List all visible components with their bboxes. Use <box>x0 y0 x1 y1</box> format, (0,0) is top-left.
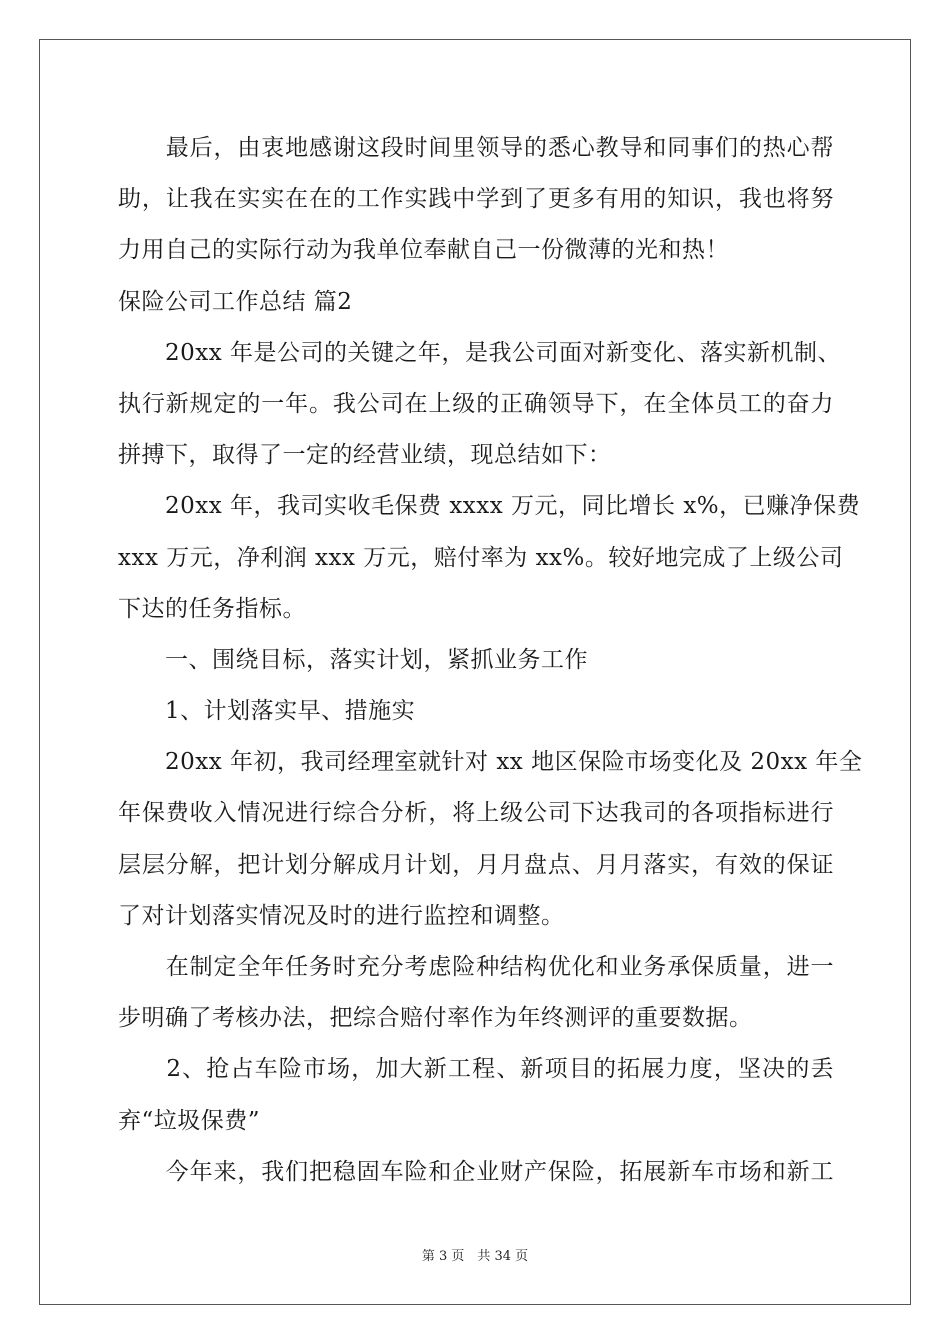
subheading: 1、计划落实早、措施实 <box>118 698 416 725</box>
text-line: 20xx 年初，我司经理室就针对 xx 地区保险市场变化及 20xx 年全 <box>118 749 863 776</box>
text-line: 步明确了考核办法，把综合赔付率作为年终测评的重要数据。 <box>118 1005 753 1032</box>
text-line: 执行新规定的一年。我公司在上级的正确领导下，在全体员工的奋力 <box>118 390 834 417</box>
text-line: 力用自己的实际行动为我单位奉献自己一份微薄的光和热！ <box>118 237 729 264</box>
text-line: 弃“垃圾保费” <box>118 1107 261 1134</box>
text-line: xxx 万元，净利润 xxx 万元，赔付率为 xx%。较好地完成了上级公司 <box>118 544 844 571</box>
text-line: 2、抢占车险市场，加大新工程、新项目的拓展力度，坚决的丢 <box>118 1056 834 1083</box>
section-heading: 保险公司工作总结 篇2 <box>118 288 353 315</box>
text-line: 拼搏下，取得了一定的经营业绩，现总结如下： <box>118 442 612 469</box>
text-line: 20xx 年，我司实收毛保费 xxxx 万元，同比增长 x%，已赚净保费 <box>118 493 861 520</box>
document-body <box>118 128 863 1203</box>
text-line: 今年来，我们把稳固车险和企业财产保险，拓展新车市场和新工 <box>118 1158 834 1185</box>
text-line: 了对计划落实情况及时的进行监控和调整。 <box>118 902 565 929</box>
page-number-label: 第 3 页 共 34 页 <box>421 1249 529 1264</box>
page-footer <box>0 1245 950 1264</box>
text-line: 20xx 年是公司的关键之年，是我公司面对新变化、落实新机制、 <box>118 339 842 366</box>
text-line: 最后，由衷地感谢这段时间里领导的悉心教导和同事们的热心帮 <box>118 135 834 161</box>
text-line: 层层分解，把计划分解成月计划，月月盘点、月月落实，有效的保证 <box>118 851 834 878</box>
text-line: 下达的任务指标。 <box>118 595 306 622</box>
subheading: 一、围绕目标，落实计划，紧抓业务工作 <box>118 646 588 673</box>
text-line: 年保费收入情况进行综合分析，将上级公司下达我司的各项指标进行 <box>118 800 834 827</box>
text-line: 在制定全年任务时充分考虑险种结构优化和业务承保质量，进一 <box>118 954 834 980</box>
text-line: 助，让我在实实在在的工作实践中学到了更多有用的知识，我也将努 <box>118 186 834 213</box>
